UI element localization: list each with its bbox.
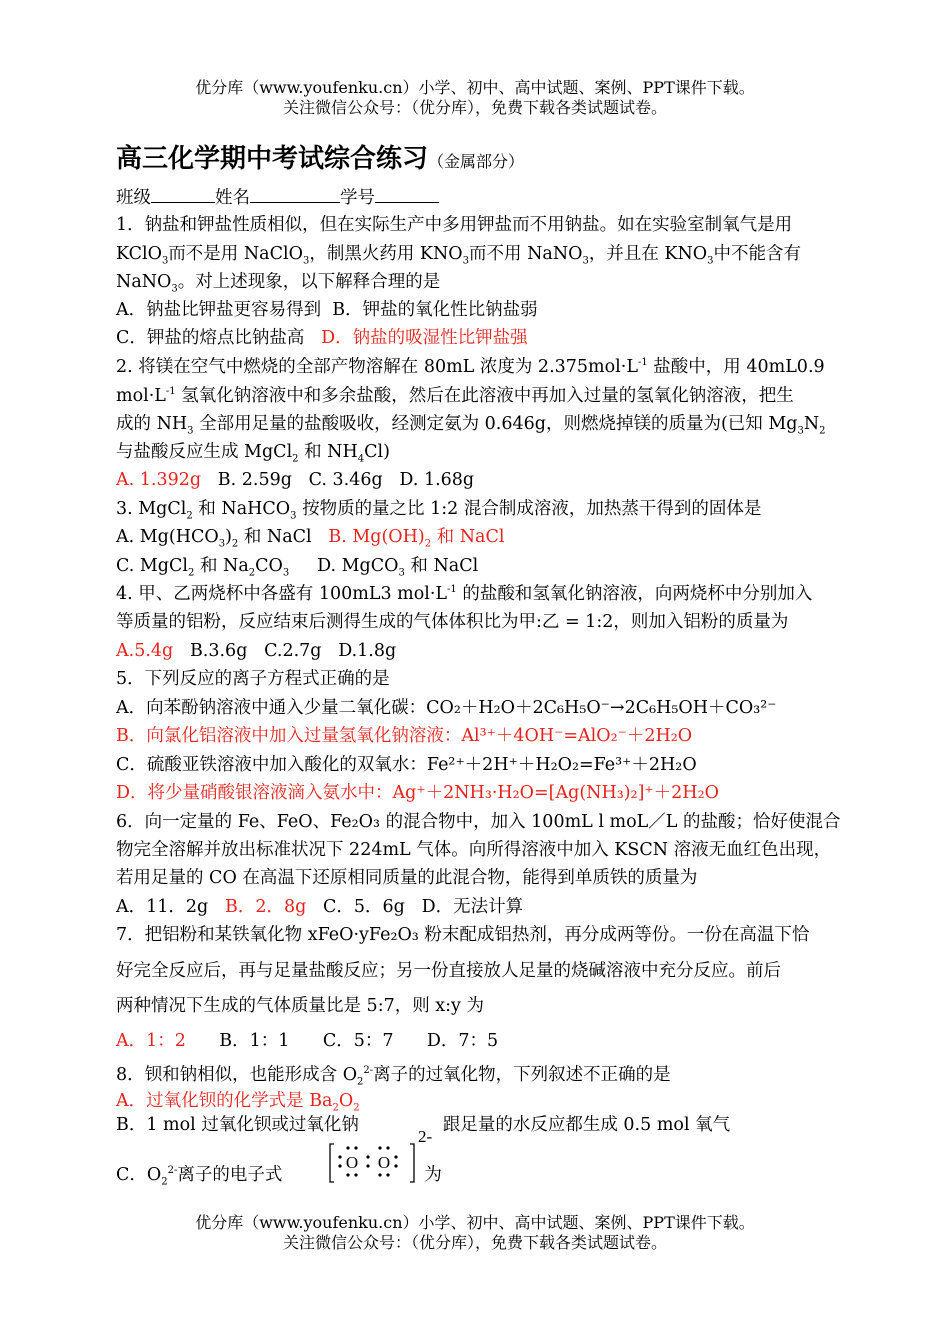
q1-options-ab (116, 299, 538, 321)
footer-line-1: 优分库（www.youfenku.cn）小学、初中、高中试题、案例、PPT课件下载。 (195, 1213, 755, 1232)
q7-option-a-answer: A．1：2 (116, 1031, 186, 1051)
q2-option-d: D. 1.68g (399, 470, 475, 490)
oxygen-atom-2: O (377, 1153, 391, 1172)
peroxide-lewis-structure (328, 1142, 418, 1184)
class-label: 班级 (116, 188, 151, 208)
q6-stem-2: 物完全溶解并放出标准状况下 224mL 气体。向所得溶液中加入 KSCN 溶液无血红色出现， (116, 840, 832, 860)
q5-option-b-answer: B．向氯化铝溶液中加入过量氢氧化钠溶液：Al³⁺＋4OH⁻=AlO₂⁻＋2H₂O (116, 726, 693, 746)
q6-option-c: C．5．6g (323, 897, 405, 917)
id-label: 学号 (340, 188, 375, 208)
q5-stem: 5．下列反应的离子方程式正确的是 (116, 669, 390, 689)
q4-option-d: D.1.8g (338, 641, 397, 661)
q7-option-c: C．5：7 (322, 1031, 394, 1051)
left-bracket (330, 1144, 334, 1182)
q8-option-c: C．$O_2^{2-}$离子的电子式 为 (116, 1165, 442, 1188)
page-title (116, 138, 524, 175)
oxygen-atom-1: O (345, 1153, 359, 1172)
q3-option-b-answer: B. $Mg(OH)_2$ 和 NaCl (328, 527, 505, 550)
header-line-2: 关注微信公众号：（优分库），免费下载各类试题试卷。 (282, 98, 667, 117)
q6-option-a: A．11．2g (116, 897, 209, 917)
q1-stem-2: KClO$_3$而不是用 NaClO$_3$，制黑火药用 $KNO_3$而不用 NaNO$_3$，并且在 $KNO_3$中不能含有 (116, 244, 802, 267)
q1-option-a: A．钠盐比钾盐更容易得到 (116, 300, 322, 320)
right-bracket (410, 1144, 414, 1182)
q2-stem-4: 与盐酸反应生成 MgCl$_2$ 和 $NH_4Cl$) (116, 442, 390, 465)
q7-stem-2: 好完全反应后，再与足量盐酸反应；另一份直接放人足量的烧碱溶液中充分反应。前后 (116, 961, 781, 981)
title-sub: （金属部分） (428, 152, 525, 171)
q1-option-b: B．钾盐的氧化性比钠盐弱 (332, 300, 538, 320)
q3-option-c: C. MgCl$_2$ 和 $Na_2CO_3$ (116, 556, 290, 579)
q3-option-d: D. MgCO$_3$ 和 NaCl (317, 556, 479, 579)
q3-options-ab (116, 526, 504, 548)
q7-option-d: D．7：5 (426, 1031, 499, 1051)
q3-options-cd (116, 555, 478, 577)
q2-option-c: C. 3.46g (308, 470, 383, 490)
q4-stem-1: 4. 甲、乙两烧杯中各盛有 100mL3 $mol\cdot L^{-1}$ 的盐酸和氢氧化钠溶液，向两烧杯中分别加入 (116, 584, 813, 604)
name-blank (250, 186, 340, 203)
q2-options (116, 469, 474, 491)
student-info (116, 186, 439, 209)
q5-option-c: C．硫酸亚铁溶液中加入酸化的双氧水：Fe²⁺＋2H⁺＋H₂O₂=Fe³⁺＋2H₂O (116, 755, 697, 775)
header-line-1: 优分库（www.youfenku.cn）小学、初中、高中试题、案例、PPT课件下载。 (195, 78, 755, 97)
class-blank (151, 186, 215, 203)
q2-stem-2: $mol\cdot L^{-1}$ 氢氧化钠溶液中和多余盐酸，然后在此溶液中再加入过量的氢氧化钠溶液，把生 (116, 386, 794, 406)
lewis-charge: 2- (418, 1127, 433, 1146)
q8-option-b: B．1 mol 过氧化钡或过氧化钠 跟足量的水反应都生成 0.5 mol 氧气 (116, 1115, 731, 1135)
name-label: 姓名 (215, 188, 250, 208)
q2-option-a-answer: A. 1.392g (116, 470, 202, 490)
q6-stem-3: 若用足量的 CO 在高温下还原相同质量的此混合物，能得到单质铁的质量为 (116, 868, 698, 888)
q6-stem-1: 6．向一定量的 Fe、FeO、Fe₂O₃ 的混合物中，加入 100mL l moL／L 的盐酸；恰好使混合 (116, 812, 841, 832)
title-main: 高三化学期中考试综合练习 (116, 144, 429, 174)
q4-stem-2: 等质量的铝粉，反应结束后测得生成的气体体积比为甲:乙 = 1:2，则加入铝粉的质量为 (116, 612, 789, 632)
q1-stem-3: NaNO$_3$。对上述现象，以下解释合理的是 (116, 272, 441, 295)
q2-option-b: B. 2.59g (217, 470, 292, 490)
q5-option-a: A．向苯酚钠溶液中通入少量二氧化碳：CO₂＋H₂O＋2C₆H₅O⁻→2C₆H₅OH＋CO₃²⁻ (116, 698, 777, 718)
q8-stem: 8．钡和钠相似，也能形成含 $O_2^{2-}$离子的过氧化物，下列叙述不正确的是 (116, 1065, 671, 1088)
q8-option-a-answer: A．过氧化钡的化学式是 $Ba_2O_2$ (116, 1091, 360, 1114)
q7-options (116, 1030, 498, 1052)
q2-stem-3: 成的 $NH_3$ 全部用足量的盐酸吸收，经测定氨为 0.646g，则燃烧掉镁的质量为(已知 $Mg_3N_2$ (116, 414, 826, 437)
q6-option-b-answer: B．2．8g (224, 897, 307, 917)
q1-option-c: C．钾盐的熔点比钠盐高 (116, 328, 305, 348)
q7-stem-3: 两种情况下生成的气体质量比是 5:7，则 x:y 为 (116, 996, 485, 1016)
id-blank (375, 186, 439, 203)
q2-stem-1: 2. 将镁在空气中燃烧的全部产物溶解在 80mL 浓度为 $2.375mol\cdot L^{-1}$ 盐酸中，用 40mL0.9 (116, 357, 825, 377)
q6-options (116, 896, 523, 918)
q4-option-c: C.2.7g (264, 641, 322, 661)
q7-stem-1: 7．把铝粉和某铁氧化物 xFeO·yFe₂O₃ 粉末配成铝热剂，再分成两等份。一份在高温下恰 (116, 925, 810, 945)
q6-option-d: D．无法计算 (421, 897, 524, 917)
q7-option-b: B．1：1 (219, 1031, 290, 1051)
q5-option-d-answer: D．将少量硝酸银溶液滴入氨水中：Ag⁺＋2NH₃·H₂O=[Ag(NH₃)₂]⁺＋2H₂O (116, 783, 719, 803)
q4-option-a-answer: A.5.4g (116, 641, 174, 661)
q3-stem: 3. MgCl$_2$ 和 NaHCO$_3$ 按物质的量之比 1:2 混合制成溶液，加热蒸干得到的固体是 (116, 499, 762, 522)
q1-stem-1: 1．钠盐和钾盐性质相似，但在实际生产中多用钾盐而不用钠盐。如在实验室制氧气是用 (116, 215, 793, 235)
q1-options-cd (116, 327, 528, 349)
footer-line-2: 关注微信公众号：（优分库），免费下载各类试题试卷。 (282, 1233, 667, 1252)
q4-options (116, 640, 396, 662)
q4-option-b: B.3.6g (189, 641, 248, 661)
q1-option-d-answer: D．钠盐的吸湿性比钾盐强 (321, 328, 528, 348)
q3-option-a: A. $Mg(HCO_3)_2$ 和 NaCl (116, 527, 312, 550)
